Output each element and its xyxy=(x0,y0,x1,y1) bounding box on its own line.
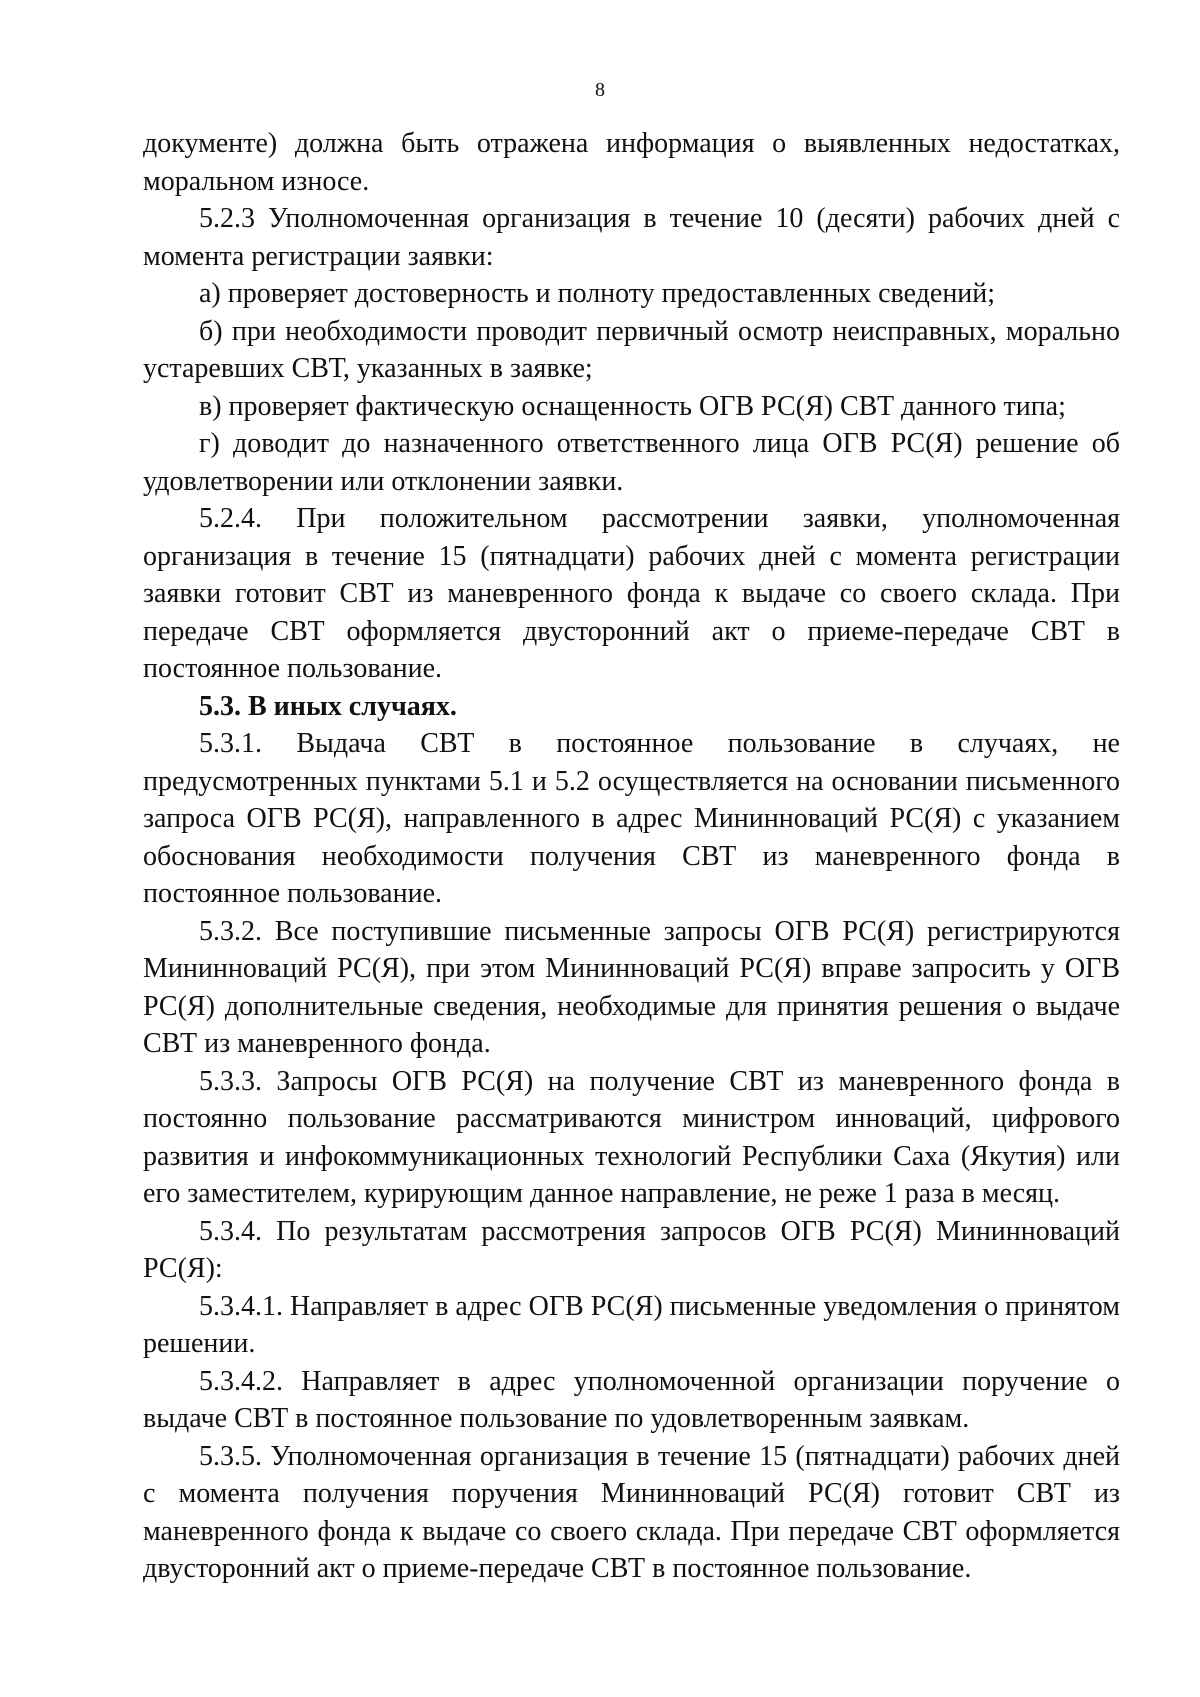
paragraph-5-2-3: 5.2.3 Уполномоченная организация в течение 10 (десяти) рабочих дней с момента регистрации заявки: xyxy=(143,203,1120,272)
paragraph-5-2-4: 5.2.4. При положительном рассмотрении заявки, уполномоченная организация в течение 15 (пятнадцати) рабочих дней с момента регистрации заявки готовит СВТ из маневренного фонда к выдаче со своего склада. При передаче СВТ оформляется двусторонний акт о приеме-передаче СВТ в постоянное пользование. xyxy=(143,503,1120,684)
paragraph-5-3-2: 5.3.2. Все поступившие письменные запросы ОГВ РС(Я) регистрируются Мининноваций РС(Я), при этом Мининноваций РС(Я) вправе запросить у ОГВ РС(Я) дополнительные сведения, необходимые для принятия решения о выдаче СВТ из маневренного фонда. xyxy=(143,915,1120,1059)
list-item-a: а) проверяет достоверность и полноту предоставленных сведений; xyxy=(199,278,996,309)
document-body xyxy=(143,125,1120,1588)
paragraph-5-3-4-2: 5.3.4.2. Направляет в адрес уполномоченной организации поручение о выдаче СВТ в постоянное пользование по удовлетворенным заявкам. xyxy=(143,1365,1120,1434)
paragraph-5-3-5: 5.3.5. Уполномоченная организация в течение 15 (пятнадцати) рабочих дней с момента получения поручения Мининноваций РС(Я) готовит СВТ из маневренного фонда к выдаче со своего склада. При передаче СВТ оформляется двусторонний акт о приеме-передаче СВТ в постоянное пользование. xyxy=(143,1440,1120,1584)
paragraph-5-3-1: 5.3.1. Выдача СВТ в постоянное пользование в случаях, не предусмотренных пунктами 5.1 и 5.2 осуществляется на основании письменного запроса ОГВ РС(Я), направленного в адрес Мининноваций РС(Я) с указанием обоснования необходимости получения СВТ из маневренного фонда в постоянное пользование. xyxy=(143,728,1120,909)
section-heading-5-3: 5.3. В иных случаях. xyxy=(199,690,457,722)
list-item-v: в) проверяет фактическую оснащенность ОГВ РС(Я) СВТ данного типа; xyxy=(199,390,1066,422)
paragraph-continuation: документе) должна быть отражена информация о выявленных недостатках, моральном износе. xyxy=(143,128,1120,197)
paragraph-5-3-4: 5.3.4. По результатам рассмотрения запросов ОГВ РС(Я) Мининноваций РС(Я): xyxy=(143,1215,1120,1284)
page-number: 8 xyxy=(595,79,605,101)
paragraph-5-3-3: 5.3.3. Запросы ОГВ РС(Я) на получение СВТ из маневренного фонда в постоянно пользование рассматриваются министром инноваций, цифрового развития и инфокоммуникационных технологий Республики Саха (Якутия) или его заместителем, курирующим данное направление, не реже 1 раза в месяц. xyxy=(143,1065,1120,1209)
list-item-b: б) при необходимости проводит первичный осмотр неисправных, морально устаревших СВТ, указанных в заявке; xyxy=(143,315,1120,384)
paragraph-5-3-4-1: 5.3.4.1. Направляет в адрес ОГВ РС(Я) письменные уведомления о принятом решении. xyxy=(143,1290,1120,1359)
list-item-g: г) доводит до назначенного ответственного лица ОГВ РС(Я) решение об удовлетворении или отклонении заявки. xyxy=(143,428,1120,497)
